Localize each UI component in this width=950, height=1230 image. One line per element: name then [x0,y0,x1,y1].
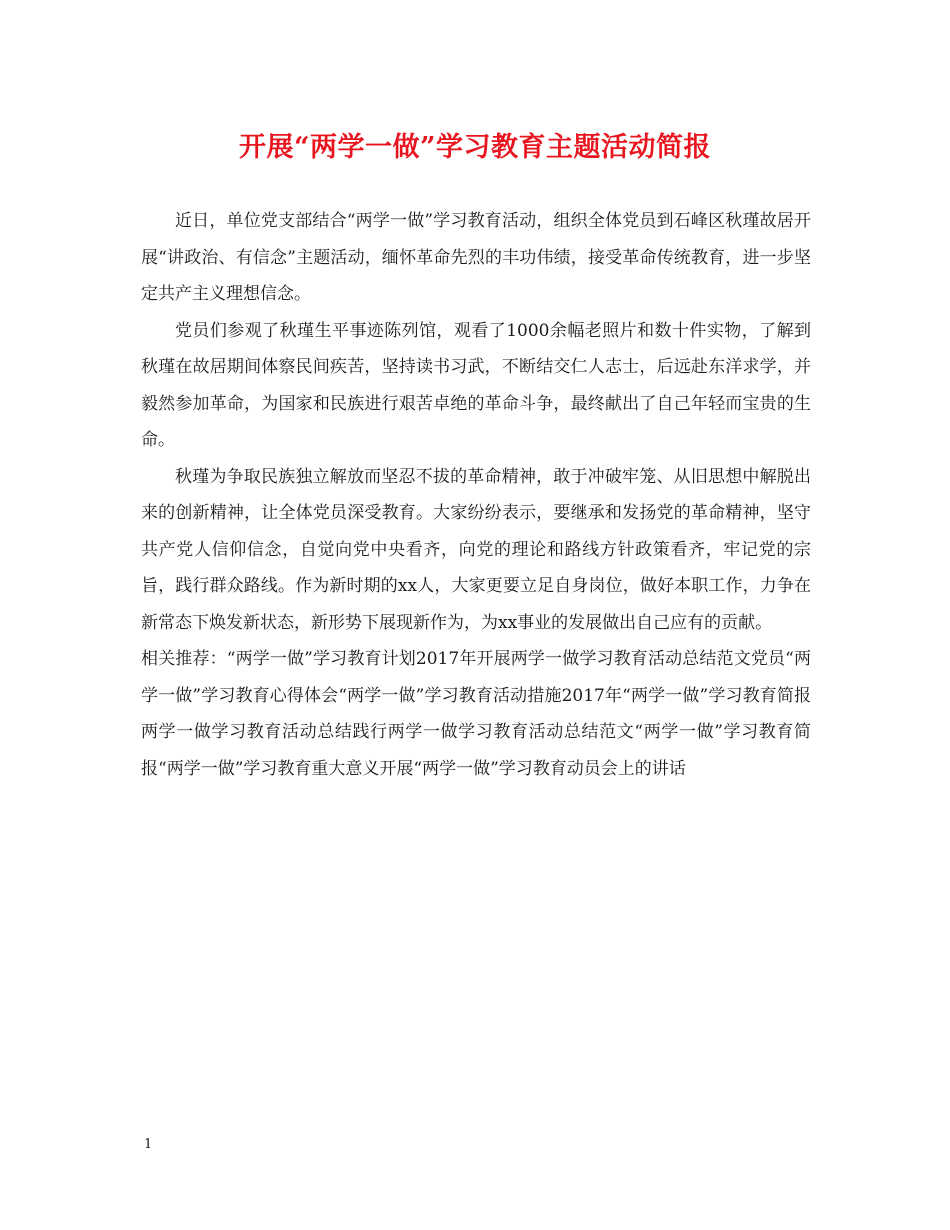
paragraph-1: 近日，单位党支部结合“两学一做”学习教育活动，组织全体党员到石峰区秋瑾故居开展“讲政治、有信念”主题活动，缅怀革命先烈的丰功伟绩，接受革命传统教育，进一步坚定共产主义理想信念。 [141,211,811,304]
page-number: 1 [144,1137,153,1152]
paragraph-2: 党员们参观了秋瑾生平事迹陈列馆，观看了1000余幅老照片和数十件实物，了解到秋瑾在故居期间体察民间疾苦，坚持读书习武，不断结交仁人志士，后远赴东洋求学，并毅然参加革命，为国家和民族进行艰苦卓绝的革命斗争，最终献出了自己年轻而宝贵的生命。 [141,320,811,450]
related-recommendations: 相关推荐：“两学一做”学习教育计划2017年开展两学一做学习教育活动总结范文党员“两学一做”学习教育心得体会“两学一做”学习教育活动措施2017年“两学一做”学习教育简报两学一做学习教育活动总结践行两学一做学习教育活动总结范文“两学一做”学习教育简报“两学一做”学习教育重大意义开展“两学一做”学习教育动员会上的讲话 [141,649,811,779]
document-body [141,203,811,787]
paragraph-3: 秋瑾为争取民族独立解放而坚忍不拔的革命精神，敢于冲破牢笼、从旧思想中解脱出来的创新精神，让全体党员深受教育。大家纷纷表示，要继承和发扬党的革命精神，坚守共产党人信仰信念，自觉向党中央看齐，向党的理论和路线方针政策看齐，牢记党的宗旨，践行群众路线。作为新时期的xx人，大家更要立足自身岗位，做好本职工作，力争在新常态下焕发新状态，新形势下展现新作为，为xx事业的发展做出自己应有的贡献。 [141,466,811,633]
document-title: 开展“两学一做”学习教育主题活动简报 [238,132,712,163]
